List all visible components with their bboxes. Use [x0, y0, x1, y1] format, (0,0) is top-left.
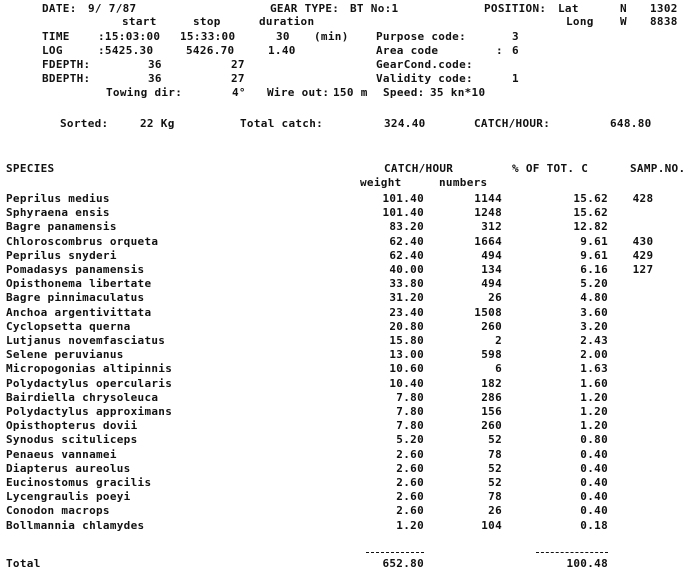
- table-row: [0, 193, 700, 205]
- log-start: :5425.30: [98, 44, 154, 57]
- catch-numbers: 52: [488, 461, 502, 475]
- percent-of-total: 0.18: [580, 518, 608, 532]
- total-catch-label: Total catch:: [240, 117, 324, 130]
- catch-numbers: 6: [495, 362, 502, 376]
- percent-of-total: 0.40: [580, 447, 608, 461]
- speed-value: 35 kn*10: [430, 86, 486, 99]
- percent-of-total: 2.00: [580, 348, 608, 362]
- column-start: start: [122, 15, 157, 28]
- catch-weight: 10.40: [389, 376, 424, 390]
- table-row: [0, 449, 700, 461]
- catch-numbers: 494: [481, 277, 502, 291]
- bdepth-label: BDEPTH:: [42, 72, 91, 85]
- species-name: Chloroscombrus orqueta: [6, 234, 159, 248]
- catch-weight: 83.20: [389, 220, 424, 234]
- percent-of-total: 0.40: [580, 461, 608, 475]
- catch-weight: 33.80: [389, 277, 424, 291]
- table-row: [0, 363, 700, 375]
- catch-weight: 62.40: [389, 248, 424, 262]
- date-value: 9/ 7/87: [88, 2, 137, 15]
- gear-type-label: GEAR TYPE:: [270, 2, 340, 15]
- catch-numbers: 286: [481, 390, 502, 404]
- towing-dir-value: 4°: [232, 86, 246, 99]
- column-stop: stop: [193, 15, 221, 28]
- species-name: Pomadasys panamensis: [6, 263, 145, 276]
- table-row: [0, 392, 700, 404]
- validity-code-value: 1: [512, 72, 519, 85]
- table-row: [0, 335, 700, 347]
- species-name: Penaeus vannamei: [6, 447, 117, 461]
- species-name: Bagre panamensis: [6, 220, 117, 234]
- catch-numbers: 2: [495, 334, 502, 347]
- time-start: :15:03:00: [98, 30, 161, 43]
- species-name: Lycengraulis poeyi: [6, 490, 131, 504]
- table-row: [0, 207, 700, 219]
- species-name: Lutjanus novemfasciatus: [6, 334, 166, 347]
- percent-of-total: 1.60: [580, 376, 608, 390]
- date-label: DATE:: [42, 2, 77, 15]
- percent-of-total: 1.20: [580, 419, 608, 433]
- catch-weight: 2.60: [396, 447, 424, 461]
- species-name: Eucinostomus gracilis: [6, 476, 152, 489]
- fdepth-label: FDEPTH:: [42, 58, 91, 71]
- table-row: [0, 278, 700, 290]
- time-unit: (min): [314, 30, 349, 43]
- catch-numbers: 78: [488, 490, 502, 504]
- weight-header: weight: [360, 176, 402, 189]
- table-row: [0, 463, 700, 475]
- time-duration: 30: [276, 30, 290, 43]
- catch-numbers: 52: [488, 476, 502, 489]
- catch-weight: 62.40: [389, 234, 424, 248]
- catch-numbers: 78: [488, 447, 502, 461]
- percent-of-total: 3.60: [580, 305, 608, 319]
- species-name: Peprilus snyderi: [6, 248, 117, 262]
- catch-weight: 2.60: [396, 476, 424, 489]
- species-name: Diapterus aureolus: [6, 461, 131, 475]
- species-name: Polydactylus approximans: [6, 405, 173, 418]
- catch-weight: 40.00: [389, 263, 424, 276]
- percent-of-total: 0.80: [580, 433, 608, 447]
- percent-total-rule: [536, 552, 608, 553]
- catch-weight: 101.40: [382, 192, 424, 205]
- purpose-code-value: 3: [512, 30, 519, 43]
- sorted-label: Sorted:: [60, 117, 109, 130]
- table-row: [0, 236, 700, 248]
- species-name: Polydactylus opercularis: [6, 376, 173, 390]
- percent-of-total: 15.62: [573, 192, 608, 205]
- time-stop: 15:33:00: [180, 30, 236, 43]
- catch-numbers: 1508: [474, 305, 502, 319]
- species-name: Micropogonias altipinnis: [6, 362, 173, 376]
- catch-weight: 31.20: [389, 291, 424, 305]
- validity-code-label: Validity code:: [376, 72, 473, 85]
- numbers-header: numbers: [439, 176, 488, 189]
- long-value: 8838: [650, 15, 678, 28]
- sample-number: 430: [632, 234, 654, 248]
- table-row: [0, 434, 700, 446]
- catch-weight: 2.60: [396, 490, 424, 504]
- table-row: [0, 520, 700, 532]
- catch-weight: 15.80: [389, 334, 424, 347]
- catch-numbers: 26: [488, 291, 502, 305]
- catch-numbers: 1664: [474, 234, 502, 248]
- fdepth-stop: 27: [231, 58, 245, 71]
- towing-dir-label: Towing dir:: [106, 86, 183, 99]
- lat-label: Lat: [558, 2, 579, 15]
- total-catch-value: 324.40: [384, 117, 426, 130]
- log-duration: 1.40: [268, 44, 296, 57]
- catch-weight: 101.40: [382, 206, 424, 220]
- species-name: Opisthonema libertate: [6, 277, 152, 291]
- long-label: Long: [566, 15, 594, 28]
- time-label: TIME: [42, 30, 70, 43]
- catch-weight: 7.80: [396, 405, 424, 418]
- catch-weight: 7.80: [396, 390, 424, 404]
- percent-of-total-header: % OF TOT. C: [512, 162, 589, 175]
- catch-weight: 20.80: [389, 319, 424, 333]
- percent-of-total: 1.20: [580, 405, 608, 418]
- log-label: LOG: [42, 44, 63, 57]
- bdepth-start: 36: [148, 72, 162, 85]
- table-row: [0, 349, 700, 361]
- table-row: [0, 221, 700, 233]
- catch-weight: 2.60: [396, 461, 424, 475]
- sample-number: 429: [632, 248, 654, 262]
- species-name: Synodus scituliceps: [6, 433, 138, 447]
- catch-numbers: 52: [488, 433, 502, 447]
- position-label: POSITION:: [484, 2, 547, 15]
- percent-of-total: 9.61: [580, 234, 608, 248]
- wire-out-label: Wire out:: [267, 86, 330, 99]
- catch-numbers: 104: [481, 518, 502, 532]
- catch-numbers: 598: [481, 348, 502, 362]
- long-direction: W: [620, 15, 627, 28]
- percent-of-total: 0.40: [580, 490, 608, 504]
- lat-direction: N: [620, 2, 627, 15]
- table-row: [0, 477, 700, 489]
- gearcond-code-label: GearCond.code:: [376, 58, 473, 71]
- bdepth-stop: 27: [231, 72, 245, 85]
- percent-of-total: 1.20: [580, 390, 608, 404]
- table-row: [0, 406, 700, 418]
- wire-out-value: 150 m: [333, 86, 368, 99]
- speed-label: Speed:: [383, 86, 425, 99]
- sorted-value: 22 Kg: [140, 117, 175, 130]
- species-name: Sphyraena ensis: [6, 206, 110, 220]
- gear-type-value: BT No:1: [350, 2, 399, 15]
- catch-numbers: 134: [481, 263, 502, 276]
- species-header: SPECIES: [6, 162, 55, 175]
- percent-of-total: 0.40: [580, 504, 608, 518]
- percent-of-total: 15.62: [573, 206, 608, 220]
- purpose-code-label: Purpose code:: [376, 30, 466, 43]
- log-stop: 5426.70: [186, 44, 235, 57]
- column-duration: duration: [259, 15, 315, 28]
- species-name: Opisthopterus dovii: [6, 419, 138, 433]
- percent-of-total: 2.43: [580, 334, 608, 347]
- total-weight: 652.80: [382, 557, 424, 570]
- table-row: [0, 264, 700, 276]
- table-row: [0, 378, 700, 390]
- percent-of-total: 9.61: [580, 248, 608, 262]
- catch-numbers: 26: [488, 504, 502, 518]
- species-name: Conodon macrops: [6, 504, 110, 518]
- catch-weight: 1.20: [396, 518, 424, 532]
- table-row: [0, 307, 700, 319]
- catch-numbers: 260: [481, 319, 502, 333]
- table-row: [0, 505, 700, 517]
- catch-weight: 2.60: [396, 504, 424, 518]
- catch-numbers: 182: [481, 376, 502, 390]
- catch-weight: 7.80: [396, 419, 424, 433]
- catch-numbers: 260: [481, 419, 502, 433]
- weight-total-rule: [366, 552, 424, 553]
- percent-of-total: 0.40: [580, 476, 608, 489]
- percent-of-total: 12.82: [573, 220, 608, 234]
- species-name: Cyclopsetta querna: [6, 319, 131, 333]
- catch-weight: 5.20: [396, 433, 424, 447]
- species-name: Bollmannia chlamydes: [6, 518, 145, 532]
- catch-weight: 23.40: [389, 305, 424, 319]
- percent-of-total: 3.20: [580, 319, 608, 333]
- species-name: Anchoa argentivittata: [6, 305, 152, 319]
- sample-number: 127: [632, 263, 654, 276]
- area-code-value: 6: [512, 44, 519, 57]
- fdepth-start: 36: [148, 58, 162, 71]
- sample-number-header: SAMP.NO.: [630, 162, 686, 175]
- catch-hour-header: CATCH/HOUR: [384, 162, 454, 175]
- catch-per-hour-label: CATCH/HOUR:: [474, 117, 551, 130]
- table-row: [0, 420, 700, 432]
- catch-per-hour-value: 648.80: [610, 117, 652, 130]
- percent-of-total: 1.63: [580, 362, 608, 376]
- table-row: [0, 292, 700, 304]
- catch-numbers: 156: [481, 405, 502, 418]
- species-name: Bairdiella chrysoleuca: [6, 390, 159, 404]
- catch-numbers: 494: [481, 248, 502, 262]
- area-code-label: Area code: [376, 44, 439, 57]
- table-row: [0, 491, 700, 503]
- species-name: Bagre pinnimaculatus: [6, 291, 145, 305]
- species-name: Peprilus medius: [6, 192, 110, 205]
- percent-of-total: 6.16: [580, 263, 608, 276]
- area-code-separator: :: [496, 44, 503, 57]
- catch-numbers: 1144: [474, 192, 502, 205]
- catch-weight: 13.00: [389, 348, 424, 362]
- catch-numbers: 312: [481, 220, 502, 234]
- total-percent: 100.48: [566, 557, 608, 570]
- catch-weight: 10.60: [389, 362, 424, 376]
- table-row: [0, 250, 700, 262]
- percent-of-total: 5.20: [580, 277, 608, 291]
- catch-numbers: 1248: [474, 206, 502, 220]
- species-name: Selene peruvianus: [6, 348, 124, 362]
- lat-value: 1302: [650, 2, 678, 15]
- percent-of-total: 4.80: [580, 291, 608, 305]
- total-label: Total: [6, 557, 41, 570]
- sample-number: 428: [632, 192, 654, 205]
- table-row: [0, 321, 700, 333]
